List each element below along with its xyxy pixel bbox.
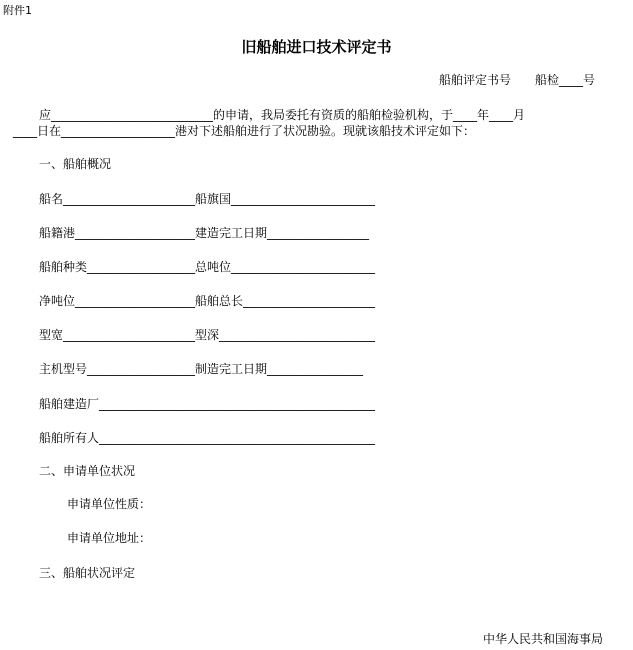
- intro-line-2: ____日在___________________港对下述船舶进行了状况勘验。现就该船技术评定如下：: [13, 124, 476, 138]
- section-heading-overview: 一、船舶概况: [39, 157, 112, 171]
- field-row-engine-model-build-date: 主机型号__________________制造完工日期________________: [39, 362, 364, 376]
- field-row-net-tonnage-length: 净吨位____________________船舶总长______________________: [39, 294, 376, 308]
- field-row-shipyard: 船舶建造厂______________________________________________: [39, 397, 376, 411]
- field-row-ship-type-gross-tonnage: 船舶种类__________________总吨位________________________: [39, 260, 376, 274]
- field-row-applicant-address: 申请单位地址：: [67, 531, 152, 545]
- intro-line-1: 应___________________________的申请，我局委托有资质的船舶检验机构，于____年____月: [39, 108, 526, 122]
- field-row-breadth-depth: 型宽______________________型深__________________________: [39, 328, 376, 342]
- certificate-number: 船舶评定书号 船检____号: [439, 73, 596, 87]
- section-heading-assessment: 三、船舶状况评定: [39, 566, 136, 580]
- field-row-applicant-nature: 申请单位性质：: [67, 497, 152, 511]
- issuing-authority: 中华人民共和国海事局: [483, 632, 604, 646]
- document-title: 旧船舶进口技术评定书: [241, 38, 392, 56]
- field-row-registry-port-completion: 船籍港____________________建造完工日期_________________: [39, 226, 370, 240]
- attachment-label: 附件1: [3, 4, 32, 17]
- field-row-ship-name-flag: 船名______________________船旗国________________________: [39, 192, 376, 206]
- field-row-owner: 船舶所有人______________________________________________: [39, 431, 376, 445]
- section-heading-applicant: 二、申请单位状况: [39, 464, 136, 478]
